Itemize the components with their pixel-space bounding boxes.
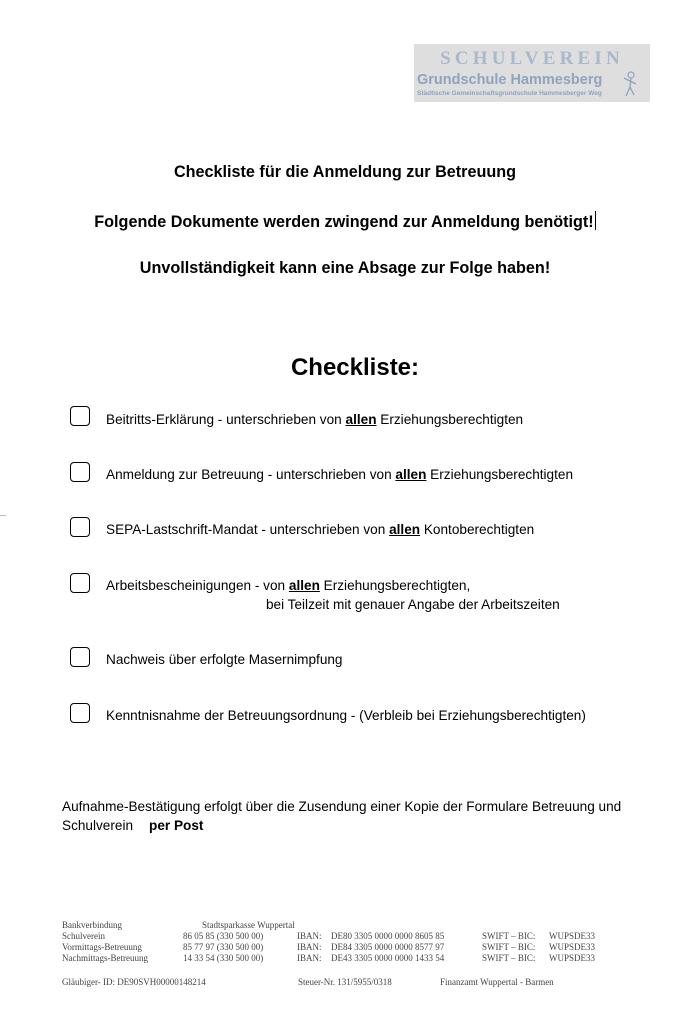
heading-incomplete-warning: Unvollständigkeit kann eine Absage zur Folge haben! <box>139 259 551 277</box>
footer-row-bic: WUPSDE33 <box>549 942 596 952</box>
footer-row-account: 86 05 85 (330 500 00) <box>183 931 264 941</box>
item-care-registration <box>106 466 573 484</box>
item-text: Anmeldung zur Betreuung - unterschrieben von <box>106 467 396 482</box>
heading-required-text: Folgende Dokumente werden zwingend zur Anmeldung benötigt! <box>94 213 594 231</box>
footer-row-bic: WUPSDE33 <box>549 931 596 941</box>
confirmation-text: Schulverein <box>62 818 134 833</box>
figure-icon <box>619 70 641 98</box>
item-text: Erziehungsberechtigten, <box>319 578 471 593</box>
footer-row-bic-label: SWIFT – BIC: <box>482 953 536 963</box>
logo-small-text: Städtische Gemeinschaftsgrundschule Hammesberger Weg <box>417 90 602 97</box>
checkbox-care-registration[interactable] <box>70 462 90 482</box>
heading-checklist-registration: Checkliste für die Anmeldung zur Betreuung <box>173 163 517 181</box>
footer-row-iban-label: IBAN: <box>297 953 322 963</box>
footer-row-bic-label: SWIFT – BIC: <box>482 942 536 952</box>
checkbox-employment-certificates[interactable] <box>70 573 90 593</box>
footer-bank-label: Bankverbindung <box>62 920 122 930</box>
footer-row-name: Vormittags-Betreuung <box>62 942 142 952</box>
footer-row-account: 14 33 54 (330 500 00) <box>183 953 264 963</box>
footer-row-iban: DE80 3305 0000 0000 8605 85 <box>331 931 445 941</box>
margin-mark <box>0 515 6 516</box>
item-membership-declaration <box>106 411 523 429</box>
footer-row-iban: DE84 3305 0000 0000 8577 97 <box>331 942 445 952</box>
item-text: SEPA-Lastschrift-Mandat - unterschrieben von <box>106 522 390 537</box>
item-sepa-mandate <box>106 521 534 539</box>
checkbox-sepa-mandate[interactable] <box>70 517 90 537</box>
item-emphasis: allen <box>389 522 421 537</box>
checkbox-measles-vaccination[interactable] <box>70 647 90 667</box>
footer-row-name: Nachmittags-Betreuung <box>62 953 148 963</box>
checklist-title: Checkliste: <box>290 354 420 381</box>
item-text: Beitritts-Erklärung - unterschrieben von <box>106 412 346 427</box>
item-care-regulations: Kenntnisnahme der Betreuungsordnung - (Verbleib bei Erziehungsberechtigten) <box>106 708 586 723</box>
item-text: Kontoberechtigten <box>420 522 535 537</box>
checkbox-care-regulations[interactable] <box>70 703 90 723</box>
footer-tax-number: Steuer-Nr. 131/5955/0318 <box>298 977 392 987</box>
item-text: Arbeitsbescheinigungen - von <box>106 578 289 593</box>
text-cursor <box>595 211 596 230</box>
item-measles-vaccination: Nachweis über erfolgte Masernimpfung <box>106 652 343 667</box>
item-employment-certificates-line2: bei Teilzeit mit genauer Angabe der Arbeitszeiten <box>266 597 560 612</box>
item-text: Erziehungsberechtigten <box>426 467 574 482</box>
footer-row-bic: WUPSDE33 <box>549 953 596 963</box>
confirmation-bold-text: per Post <box>149 818 204 833</box>
footer-bank-name: Stadtsparkasse Wuppertal <box>202 920 295 930</box>
item-emphasis: allen <box>395 467 427 482</box>
logo-title: SCHULVEREIN <box>440 48 624 69</box>
footer-row-iban-label: IBAN: <box>297 942 322 952</box>
footer-tax-office: Finanzamt Wuppertal - Barmen <box>440 977 554 987</box>
item-emphasis: allen <box>288 578 320 593</box>
confirmation-line-1: Aufnahme-Bestätigung erfolgt über die Zusendung einer Kopie der Formulare Betreuung und <box>62 799 622 814</box>
footer-row-name: Schulverein <box>62 931 105 941</box>
footer-row-account: 85 77 97 (330 500 00) <box>183 942 264 952</box>
footer-row-iban: DE43 3305 0000 0000 1433 54 <box>331 953 445 963</box>
logo-subtitle: Grundschule Hammesberg <box>417 72 603 88</box>
footer-creditor-id: Gläubiger- ID: DE90SVH00000148214 <box>62 977 206 987</box>
heading-required-documents <box>0 211 690 232</box>
item-text: Erziehungsberechtigten <box>376 412 524 427</box>
school-logo <box>414 44 650 102</box>
footer-row-iban-label: IBAN: <box>297 931 322 941</box>
footer-row-bic-label: SWIFT – BIC: <box>482 931 536 941</box>
item-emphasis: allen <box>345 412 377 427</box>
confirmation-line-2 <box>62 817 203 835</box>
checkbox-membership-declaration[interactable] <box>70 406 90 426</box>
item-employment-certificates <box>106 577 470 595</box>
